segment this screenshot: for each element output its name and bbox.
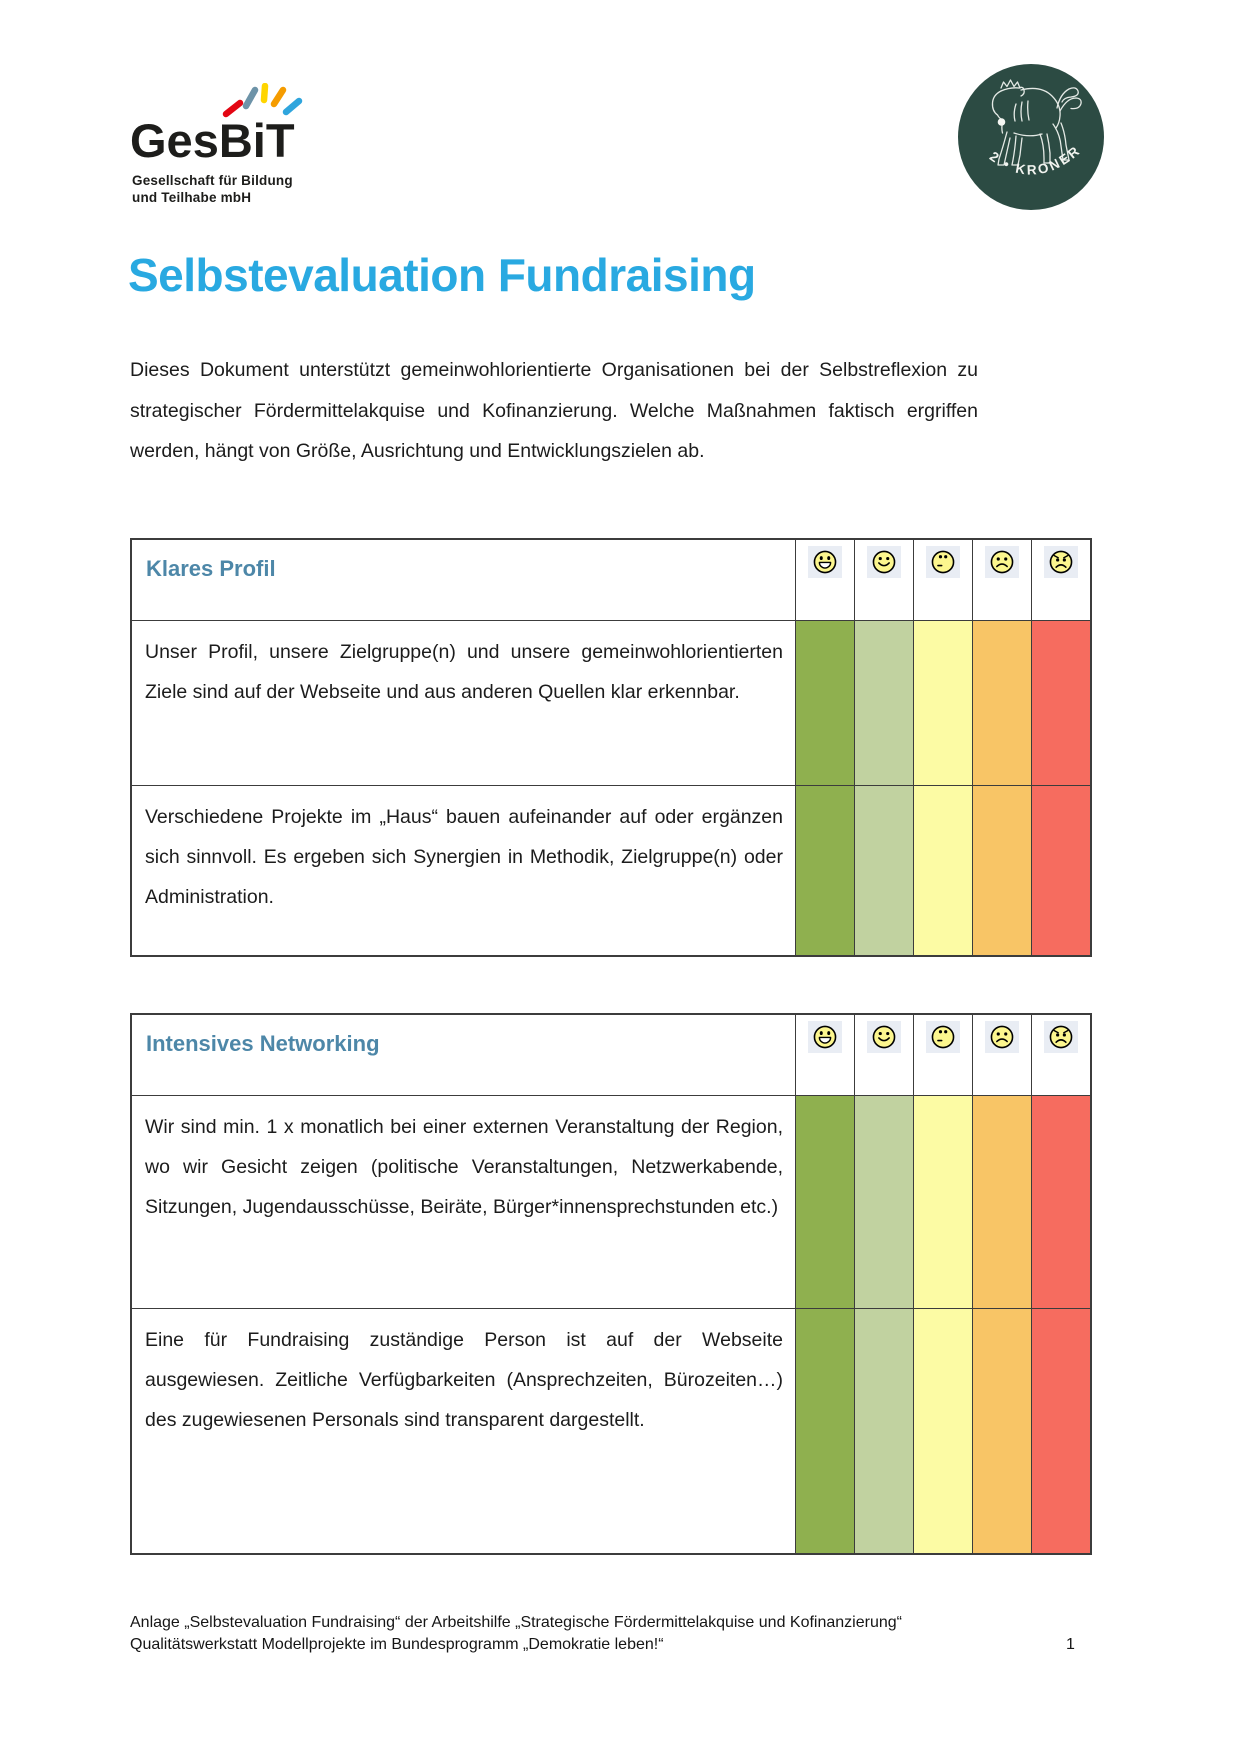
table-title: Klares Profil — [146, 556, 276, 581]
page-number: 1 — [1066, 1636, 1075, 1653]
neutral-face-icon — [926, 1021, 960, 1053]
rating-cell — [1031, 785, 1090, 955]
rating-cell — [854, 1095, 913, 1308]
rating-header-cell — [972, 1015, 1031, 1095]
rating-header-cell — [795, 1015, 854, 1095]
page-footer — [130, 1612, 1060, 1656]
rating-cell — [795, 785, 854, 955]
kroner-lion-badge — [956, 62, 1106, 212]
footer-line1: Anlage „Selbstevaluation Fundraising“ der Arbeitshilfe „Strategische Fördermittelakquise und Kofinanzierung“ — [130, 1614, 902, 1631]
rating-cell — [913, 1308, 972, 1553]
badge-text: 2 • KRONER — [986, 142, 1084, 178]
footer-line2: Qualitätswerkstatt Modellprojekte im Bundesprogramm „Demokratie leben!“ — [130, 1636, 664, 1653]
gesbit-logo-wordmark: GesBiT — [130, 114, 295, 167]
rating-header-cell — [854, 1015, 913, 1095]
laughing-face-icon — [808, 1021, 842, 1053]
rating-header-cell — [854, 540, 913, 620]
rating-cell — [854, 1308, 913, 1553]
rating-header-cell — [1031, 1015, 1090, 1095]
rating-header-cell — [913, 1015, 972, 1095]
rating-header-cell — [795, 540, 854, 620]
rating-cell — [972, 1308, 1031, 1553]
rating-header-cell — [913, 540, 972, 620]
sad-face-icon — [985, 546, 1019, 578]
rating-cell — [795, 1308, 854, 1553]
rating-cell — [1031, 620, 1090, 785]
gesbit-logo-subtitle — [132, 172, 293, 206]
rating-cell — [913, 1095, 972, 1308]
rating-cell — [1031, 1095, 1090, 1308]
rating-cell — [795, 620, 854, 785]
page-title: Selbstevaluation Fundraising — [128, 249, 756, 301]
rating-header-cell — [1031, 540, 1090, 620]
smiling-face-icon — [867, 1021, 901, 1053]
neutral-face-icon — [926, 546, 960, 578]
rating-cell — [913, 785, 972, 955]
rating-header-cell — [972, 540, 1031, 620]
criterion-text: Wir sind min. 1 x monatlich bei einer externen Veranstaltung der Region, wo wir Gesicht zeigen (politische Veranstaltungen, Netzwerkabende, Sitzungen, Jugendausschüsse, Beiräte, Bürger*innensprechstunden etc.) — [132, 1095, 795, 1308]
rating-table-intensives-networking — [130, 1013, 1092, 1555]
gesbit-logo — [130, 75, 410, 215]
smiling-face-icon — [867, 546, 901, 578]
rating-cell — [1031, 1308, 1090, 1553]
sad-face-icon — [985, 1021, 1019, 1053]
gesbit-subtitle-line1: Gesellschaft für Bildung — [132, 173, 293, 188]
rating-cell — [913, 620, 972, 785]
criterion-text: Unser Profil, unsere Zielgruppe(n) und unsere gemeinwohlorientierten Ziele sind auf der Webseite und aus anderen Quellen klar erkennbar. — [132, 620, 795, 785]
angry-face-icon — [1044, 546, 1078, 578]
criterion-text: Eine für Fundraising zuständige Person ist auf der Webseite ausgewiesen. Zeitliche Verfügbarkeiten (Ansprechzeiten, Bürozeiten…) des zugewiesenen Personals sind transparent dargestellt. — [132, 1308, 795, 1553]
rating-cell — [854, 785, 913, 955]
laughing-face-icon — [808, 546, 842, 578]
table-title: Intensives Networking — [146, 1031, 380, 1056]
rating-cell — [972, 620, 1031, 785]
rating-table-klares-profil — [130, 538, 1092, 957]
gesbit-subtitle-line2: und Teilhabe mbH — [132, 190, 252, 205]
rating-cell — [972, 785, 1031, 955]
angry-face-icon — [1044, 1021, 1078, 1053]
rating-cell — [854, 620, 913, 785]
criterion-text: Verschiedene Projekte im „Haus“ bauen aufeinander auf oder ergänzen sich sinnvoll. Es ergeben sich Synergien in Methodik, Zielgruppe(n) oder Administration. — [132, 785, 795, 955]
lion-icon — [956, 62, 1106, 212]
intro-paragraph: Dieses Dokument unterstützt gemeinwohlorientierte Organisationen bei der Selbstreflexion zu strategischer Fördermittelakquise und Kofinanzierung. Welche Maßnahmen faktisch ergriffen werden, hängt von Größe, Ausrichtung und Entwicklungszielen ab. — [130, 359, 978, 462]
rating-cell — [972, 1095, 1031, 1308]
rating-cell — [795, 1095, 854, 1308]
